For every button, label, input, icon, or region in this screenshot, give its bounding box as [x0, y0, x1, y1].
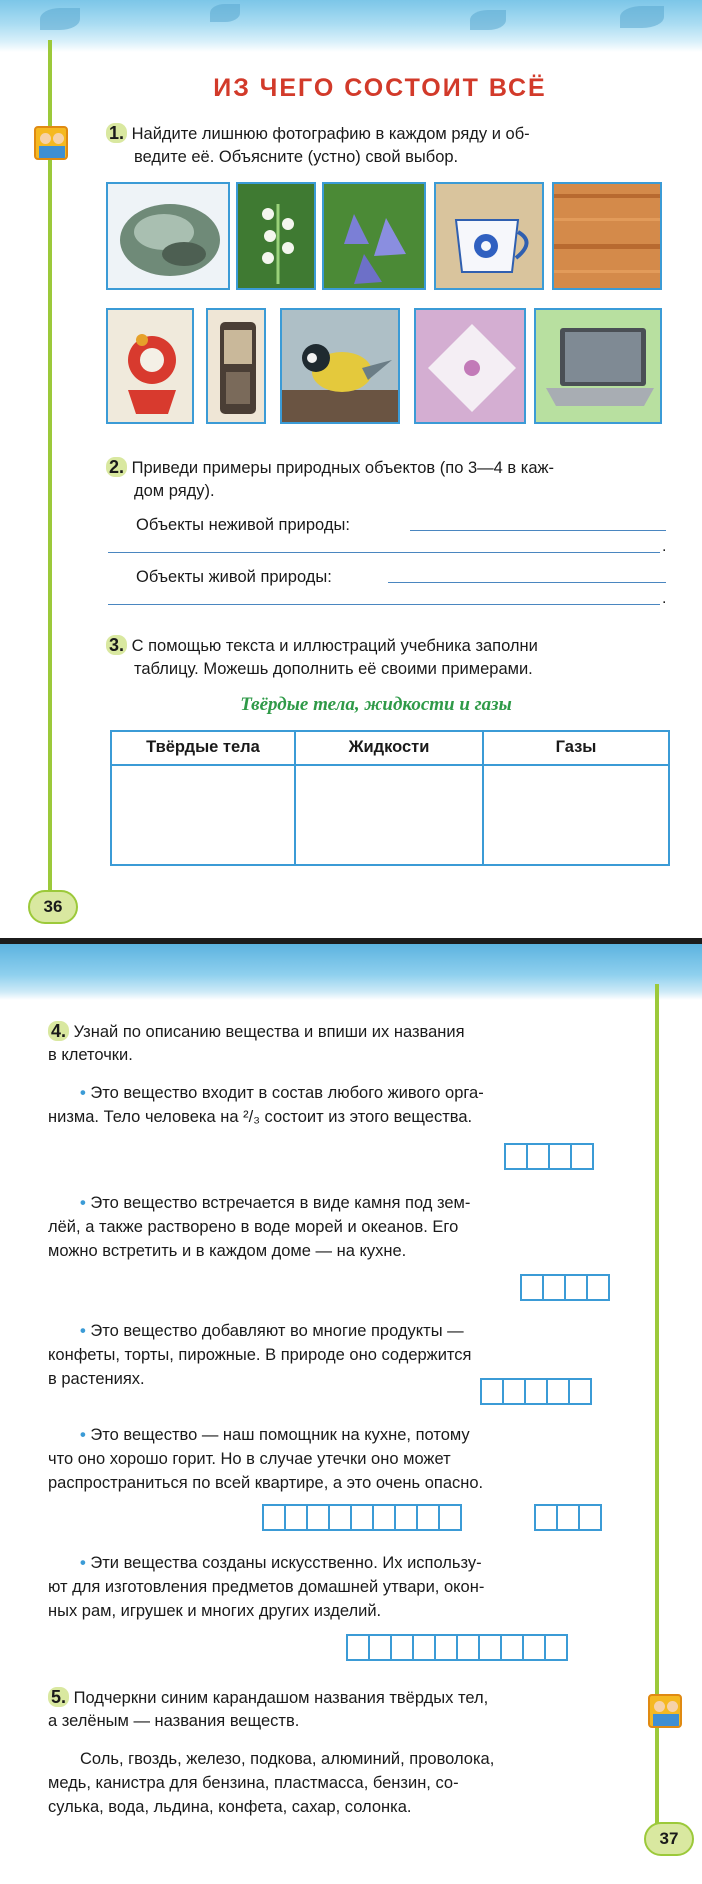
- task4-line2: в клеточки.: [48, 1046, 133, 1064]
- page-number: 37: [644, 1822, 694, 1856]
- item4-line3: распространиться по всей квартире, а это очень опасно.: [48, 1474, 484, 1492]
- item1-line2: низма. Тело человека на ²/₃ состоит из этого вещества.: [48, 1108, 473, 1126]
- answer-cells-item5[interactable]: [346, 1634, 568, 1661]
- table-cell-liquids[interactable]: [296, 768, 480, 864]
- task4-number: 4.: [48, 1021, 69, 1041]
- photo-napkin[interactable]: [414, 308, 526, 424]
- table-cell-solids[interactable]: [112, 768, 292, 864]
- task2-number: 2.: [106, 457, 127, 477]
- top-banner: [0, 944, 702, 1000]
- table-header-liquids: Жидкости: [348, 738, 430, 756]
- task5-words-line2[interactable]: медь, канистра для бензина, пластмасса, бензин, со-: [48, 1774, 459, 1792]
- task5-words-line3[interactable]: сулька, вода, льдина, конфета, сахар, солонка.: [48, 1798, 412, 1816]
- nonliving-answer-line-2[interactable]: [108, 552, 660, 553]
- task3-line2: таблицу. Можешь дополнить её своими примерами.: [134, 660, 533, 678]
- answer-cells-item4-word1[interactable]: [262, 1504, 462, 1531]
- task4-line1: 4. Узнай по описанию вещества и впиши их названия: [48, 1020, 465, 1043]
- photo-lily-of-the-valley[interactable]: [236, 182, 316, 290]
- task5-number: 5.: [48, 1687, 69, 1707]
- living-answer-line-1[interactable]: [388, 582, 666, 583]
- photo-bellflower[interactable]: [322, 182, 426, 290]
- table-title: Твёрдые тела, жидкости и газы: [240, 694, 512, 715]
- page-number: 36: [28, 890, 78, 924]
- answer-cells-item2[interactable]: [520, 1274, 610, 1301]
- task3-line1: 3. С помощью текста и иллюстраций учебника заполни: [106, 634, 538, 657]
- task3-number: 3.: [106, 635, 127, 655]
- item2-line1: • Это вещество встречается в виде камня под зем-: [80, 1194, 471, 1212]
- margin-line: [48, 40, 52, 900]
- item4-line2: что оно хорошо горит. Но в случае утечки оно может: [48, 1450, 451, 1468]
- item5-line3: ных рам, игрушек и многих других изделий.: [48, 1602, 382, 1620]
- photo-mobile-phone[interactable]: [206, 308, 266, 424]
- item2-line3: можно встретить и в каждом доме — на кухне.: [48, 1242, 407, 1260]
- answer-cells-item1[interactable]: [504, 1143, 594, 1170]
- item5-line1: • Эти вещества созданы искусственно. Их использу-: [80, 1554, 482, 1572]
- photo-cup[interactable]: [434, 182, 544, 290]
- table-cell-gases[interactable]: [484, 768, 668, 864]
- reading-kids-icon: [34, 126, 68, 160]
- nonliving-answer-line-1[interactable]: [410, 530, 666, 531]
- task2-line2: дом ряду).: [134, 482, 215, 500]
- top-banner: [0, 0, 702, 52]
- item5-line2: ют для изготовления предметов домашней утвари, окон-: [48, 1578, 485, 1596]
- photo-titmouse-bird[interactable]: [280, 308, 400, 424]
- living-objects-label: Объекты живой природы:: [136, 568, 332, 586]
- item3-line1: • Это вещество добавляют во многие продукты —: [80, 1322, 464, 1340]
- item2-line2: лёй, а также растворено в воде морей и океанов. Его: [48, 1218, 459, 1236]
- answer-cells-item3[interactable]: [480, 1378, 592, 1405]
- answer-cells-item4-word2[interactable]: [534, 1504, 602, 1531]
- line-end-dot: .: [662, 538, 667, 555]
- page-title: ИЗ ЧЕГО СОСТОИТ ВСЁ: [213, 74, 547, 102]
- states-of-matter-table: [110, 730, 670, 866]
- nonliving-objects-label: Объекты неживой природы:: [136, 516, 350, 534]
- line-end-dot: .: [662, 590, 667, 607]
- photo-rock[interactable]: [106, 182, 230, 290]
- task1-line2: ведите её. Объясните (устно) свой выбор.: [134, 148, 459, 166]
- item1-line1: • Это вещество входит в состав любого живого орга-: [80, 1084, 484, 1102]
- table-header-solids: Твёрдые тела: [146, 738, 260, 756]
- table-header-gases: Газы: [555, 738, 597, 756]
- page-36: [0, 0, 702, 938]
- item3-line2: конфеты, торты, пирожные. В природе оно содержится: [48, 1346, 472, 1364]
- photo-laptop[interactable]: [534, 308, 662, 424]
- living-answer-line-2[interactable]: [108, 604, 660, 605]
- photo-toy-cockerel[interactable]: [106, 308, 194, 424]
- task5-words-line1[interactable]: Соль, гвоздь, железо, подкова, алюминий, проволока,: [80, 1750, 495, 1768]
- item4-line1: • Это вещество — наш помощник на кухне, потому: [80, 1426, 470, 1444]
- task1-line1: 1. Найдите лишнюю фотографию в каждом ряду и об-: [106, 122, 530, 145]
- reading-kids-icon: [648, 1694, 682, 1728]
- photo-wood-board[interactable]: [552, 182, 662, 290]
- page-37: [0, 944, 702, 1884]
- task1-number: 1.: [106, 123, 127, 143]
- task2-line1: 2. Приведи примеры природных объектов (по 3—4 в каж-: [106, 456, 554, 479]
- task5-line2: а зелёным — названия веществ.: [48, 1712, 300, 1730]
- item3-line3: в растениях.: [48, 1370, 145, 1388]
- task5-line1: 5. Подчеркни синим карандашом названия твёрдых тел,: [48, 1686, 488, 1709]
